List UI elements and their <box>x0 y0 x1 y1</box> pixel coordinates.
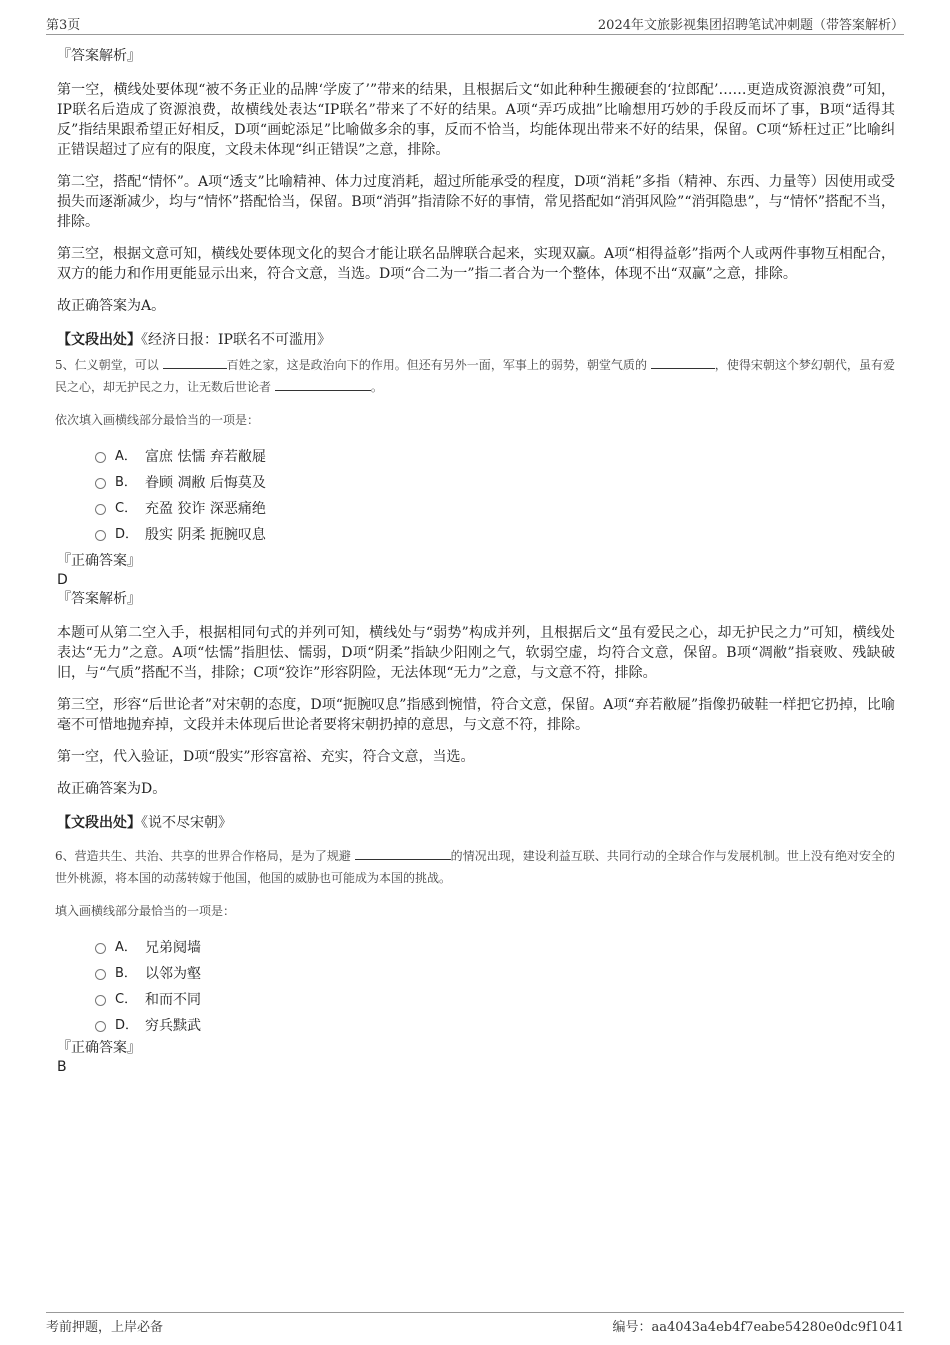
q5-source-text: 《说不尽宋朝》 <box>141 815 232 831</box>
q4-analysis-para-1: 第一空，横线处要体现“被不务正业的品牌‘学废了’”带来的结果，且根据后文“如此种种生搬硬套的‘拉郎配’……更造成资源浪费”可知，IP联名后造成了资源浪费，故横线处表达“IP联名”带来了不好的结果。A项“弄巧成拙”比喻想用巧妙的手段反而坏了事，B项“适得其反”指结果跟希望正好相反，D项“画蛇添足”比喻做多余的事，反而不恰当，均能体现出带来不好的结果，保留。C项“矫枉过正”比喻纠正错误超过了应有的限度，文段未体现“纠正错误”之意，排除。 <box>57 82 895 158</box>
q5-blank-1 <box>163 356 227 369</box>
q5-text-3: ，使得宋朝这个梦幻朝代，虽有爱民之心，却无护民之力，让无数后世论者 <box>55 358 895 394</box>
option-text: 兄弟阋墙 <box>145 940 201 956</box>
footer-slogan: 考前押题，上岸必备 <box>46 1320 164 1335</box>
q4-source-label: 【文段出处】 <box>57 332 141 348</box>
q6-answer-value: B <box>57 1059 67 1075</box>
option-text: 和而不同 <box>145 992 201 1008</box>
q5-options <box>95 444 895 548</box>
q5-analysis-para-3: 第一空，代入验证，D项“殷实”形容富裕、充实，符合文意，当选。 <box>57 749 475 765</box>
option-letter: A． <box>115 940 137 955</box>
option-letter: B． <box>115 475 137 490</box>
option-text: 眷顾 凋敝 后悔莫及 <box>145 475 266 491</box>
option-text: 富庶 怯懦 弃若敝屣 <box>145 449 266 465</box>
q6-option-a[interactable] <box>95 935 895 961</box>
q5-instruction: 依次填入画横线部分最恰当的一项是： <box>55 413 260 427</box>
option-letter: A． <box>115 449 137 464</box>
option-text: 充盈 狡诈 深恶痛绝 <box>145 501 266 517</box>
q6-blank-1 <box>355 847 451 860</box>
q5-answer-label: 『正确答案』 <box>57 553 141 569</box>
option-letter: D． <box>115 1018 139 1033</box>
radio-icon[interactable] <box>95 478 106 489</box>
q4-analysis-para-3: 第三空，根据文意可知，横线处要体现文化的契合才能让联名品牌联合起来，实现双赢。A项“相得益彰”指两个人或两件事物互相配合，双方的能力和作用更能显示出来，符合文意，当选。D项“合二为一”指二者合为一个整体，体现不出“双赢”之意，排除。 <box>57 246 895 282</box>
q6-instruction: 填入画横线部分最恰当的一项是： <box>55 904 236 918</box>
option-letter: B． <box>115 966 137 981</box>
q5-text-4: 。 <box>370 380 383 394</box>
q6-option-d[interactable] <box>95 1013 895 1039</box>
q5-analysis-label: 『答案解析』 <box>57 591 141 607</box>
page-number: 第3页 <box>46 18 81 33</box>
q5-analysis-para-4: 故正确答案为D。 <box>57 781 167 797</box>
q5-text-1: 5、仁义朝堂，可以 <box>55 358 159 372</box>
q5-analysis-para-2: 第三空，形容“后世论者”对宋朝的态度，D项“扼腕叹息”指感到惋惜，符合文意，保留。A项“弃若敝屣”指像扔破鞋一样把它扔掉，比喻毫不可惜地抛弃掉，文段并未体现后世论者要将宋朝扔掉的意思，与文意不符，排除。 <box>57 697 895 733</box>
radio-icon[interactable] <box>95 530 106 541</box>
option-letter: D． <box>115 527 139 542</box>
radio-icon[interactable] <box>95 943 106 954</box>
radio-icon[interactable] <box>95 452 106 463</box>
q5-answer-value: D <box>57 572 68 588</box>
q5-blank-3 <box>275 378 371 391</box>
option-text: 殷实 阴柔 扼腕叹息 <box>145 527 266 543</box>
radio-icon[interactable] <box>95 504 106 515</box>
radio-icon[interactable] <box>95 995 106 1006</box>
q6-answer-label: 『正确答案』 <box>57 1040 141 1056</box>
option-letter: C． <box>115 501 138 516</box>
option-letter: C． <box>115 992 138 1007</box>
q6-text-1: 6、营造共生、共治、共享的世界合作格局，是为了规避 <box>55 849 351 863</box>
q5-option-d[interactable] <box>95 522 895 548</box>
radio-icon[interactable] <box>95 1021 106 1032</box>
document-id: 编号：aa4043a4eb4f7eabe54280e0dc9f1041 <box>612 1320 904 1335</box>
q4-source <box>57 330 895 350</box>
q4-analysis-para-4: 故正确答案为A。 <box>57 298 166 314</box>
page-header <box>46 14 904 35</box>
q5-option-c[interactable] <box>95 496 895 522</box>
page-content <box>57 46 895 1077</box>
q5-option-b[interactable] <box>95 470 895 496</box>
q5-source <box>57 813 895 833</box>
q6-option-c[interactable] <box>95 987 895 1013</box>
q6-question <box>55 845 895 889</box>
option-text: 以邻为壑 <box>145 966 201 982</box>
q5-question <box>55 354 895 398</box>
q6-options <box>95 935 895 1039</box>
q4-analysis-label: 『答案解析』 <box>57 48 141 64</box>
q4-analysis-para-2: 第二空，搭配“情怀”。A项“透支”比喻精神、体力过度消耗，超过所能承受的程度，D项“消耗”多指（精神、东西、力量等）因使用或受损失而逐渐减少，均与“情怀”搭配恰当，保留。B项“消弭”指清除不好的事情，常见搭配如“消弭风险”“消弭隐患”，与“情怀”搭配不当，排除。 <box>57 174 895 230</box>
q6-option-b[interactable] <box>95 961 895 987</box>
q5-analysis-para-1: 本题可从第二空入手，根据相同句式的并列可知，横线处与“弱势”构成并列，且根据后文“虽有爱民之心，却无护民之力”可知，横线处表达“无力”之意。A项“怯懦”指胆怯、懦弱，D项“阴柔”指缺少阳刚之气，软弱空虚，均符合文意，保留。B项“凋敝”指衰败、残缺破旧，与“气质”搭配不当，排除；C项“狡诈”形容阴险，无法体现“无力”之意，与文意不符，排除。 <box>57 625 895 681</box>
radio-icon[interactable] <box>95 969 106 980</box>
document-title: 2024年文旅影视集团招聘笔试冲刺题（带答案解析） <box>597 18 904 33</box>
q6-text-2: 的情况出现，建设利益互联、共同行动的全球合作与发展机制。世上没有绝对安全的世外桃源，将本国的动荡转嫁于他国，他国的威胁也可能成为本国的挑战。 <box>55 849 895 885</box>
q5-source-label: 【文段出处】 <box>57 815 141 831</box>
page-footer <box>46 1312 904 1335</box>
q4-source-text: 《经济日报：IP联名不可滥用》 <box>141 332 331 348</box>
q5-blank-2 <box>651 356 715 369</box>
q5-option-a[interactable] <box>95 444 895 470</box>
q5-text-2: 百姓之家，这是政治向下的作用。但还有另外一面，军事上的弱势，朝堂气质的 <box>226 358 647 372</box>
option-text: 穷兵黩武 <box>145 1018 201 1034</box>
